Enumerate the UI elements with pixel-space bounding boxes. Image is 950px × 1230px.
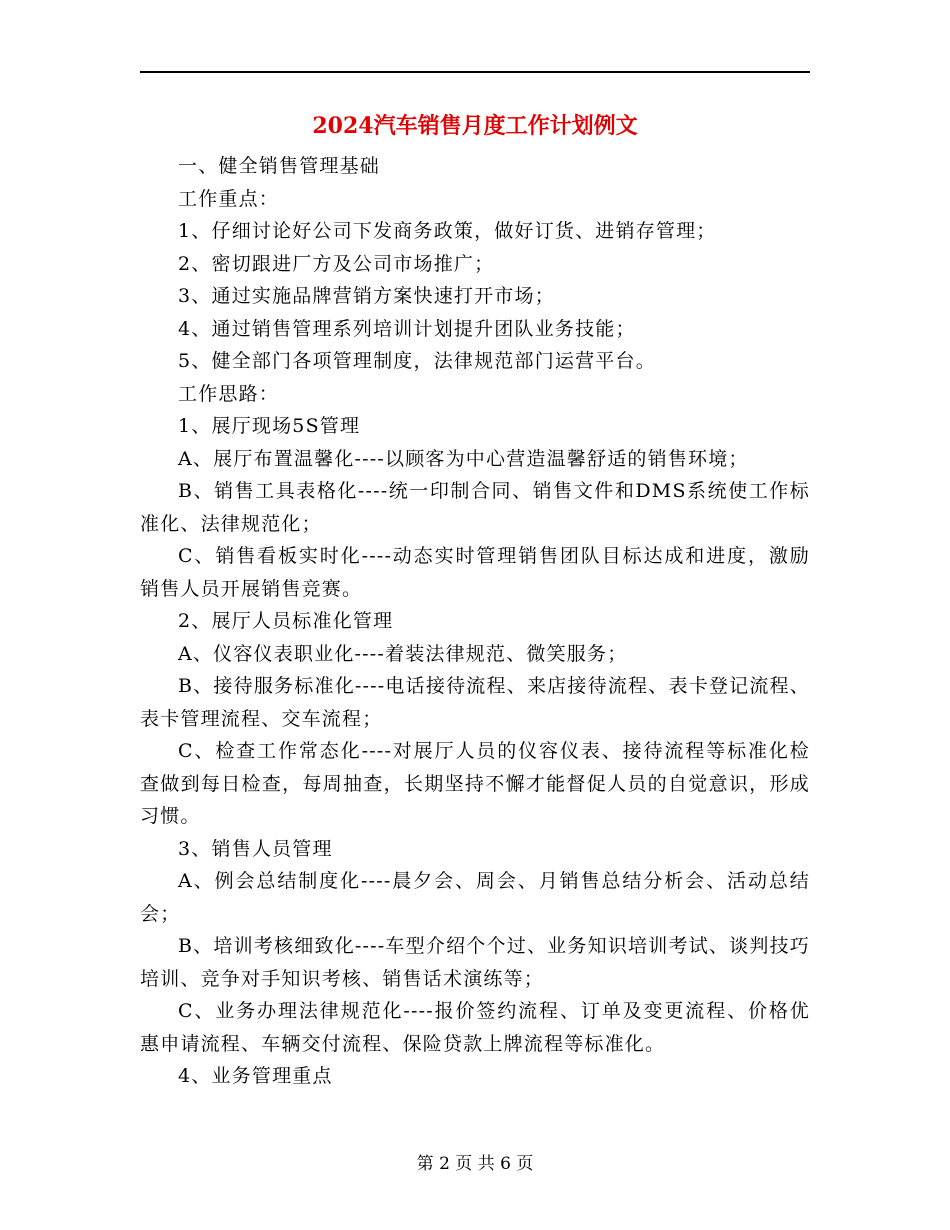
list-item: 2、展厅人员标准化管理	[178, 610, 394, 632]
section-heading: 一、健全销售管理基础	[178, 155, 381, 177]
list-item: 1、仔细讨论好公司下发商务政策，做好订货、进销存管理；	[178, 220, 717, 242]
list-item: A、展厅布置温馨化----以顾客为中心营造温馨舒适的销售环境；	[178, 447, 749, 470]
list-item: A、仪容仪表职业化----着装法律规范、微笑服务；	[178, 642, 628, 665]
list-item: C、检查工作常态化----对展厅人员的仪容仪表、接待流程等标准化检查做到每日检查，每周抽查，长期坚持不懈才能督促人员的自觉意识，形成习惯。	[140, 740, 810, 827]
list-item: 3、销售人员管理	[178, 837, 333, 860]
list-item: B、培训考核细致化----车型介绍个个过、业务知识培训考试、谈判技巧培训、竞争对手知识考核、销售话术演练等；	[140, 935, 810, 990]
header-rule	[140, 71, 810, 73]
list-item: C、业务办理法律规范化----报价签约流程、订单及变更流程、价格优惠申请流程、车辆交付流程、保险贷款上牌流程等标准化。	[140, 1000, 810, 1055]
list-item: B、销售工具表格化----统一印制合同、销售文件和DMS系统使工作标准化、法律规范化；	[140, 480, 810, 535]
list-item: 4、业务管理重点	[178, 1065, 333, 1087]
document-body	[140, 150, 810, 1093]
document-title: 2024汽车销售月度工作计划例文	[312, 113, 638, 139]
list-item: 4、通过销售管理系列培训计划提升团队业务技能；	[178, 317, 636, 340]
list-item: 1、展厅现场5S管理	[178, 415, 361, 437]
page-number-footer: 第 2 页 共 6 页	[416, 1154, 534, 1174]
list-item: B、接待服务标准化----电话接待流程、来店接待流程、表卡登记流程、表卡管理流程、交车流程；	[140, 675, 810, 730]
subheading: 工作重点：	[178, 187, 280, 210]
list-item: 3、通过实施品牌营销方案快速打开市场；	[178, 285, 555, 307]
list-item: A、例会总结制度化----晨夕会、周会、月销售总结分析会、活动总结会；	[140, 870, 810, 925]
subheading: 工作思路：	[178, 382, 280, 405]
list-item: C、销售看板实时化----动态实时管理销售团队目标达成和进度，激励销售人员开展销售竞赛。	[140, 545, 810, 600]
list-item: 2、密切跟进厂方及公司市场推广；	[178, 252, 495, 275]
list-item: 5、健全部门各项管理制度，法律规范部门运营平台。	[178, 350, 656, 372]
